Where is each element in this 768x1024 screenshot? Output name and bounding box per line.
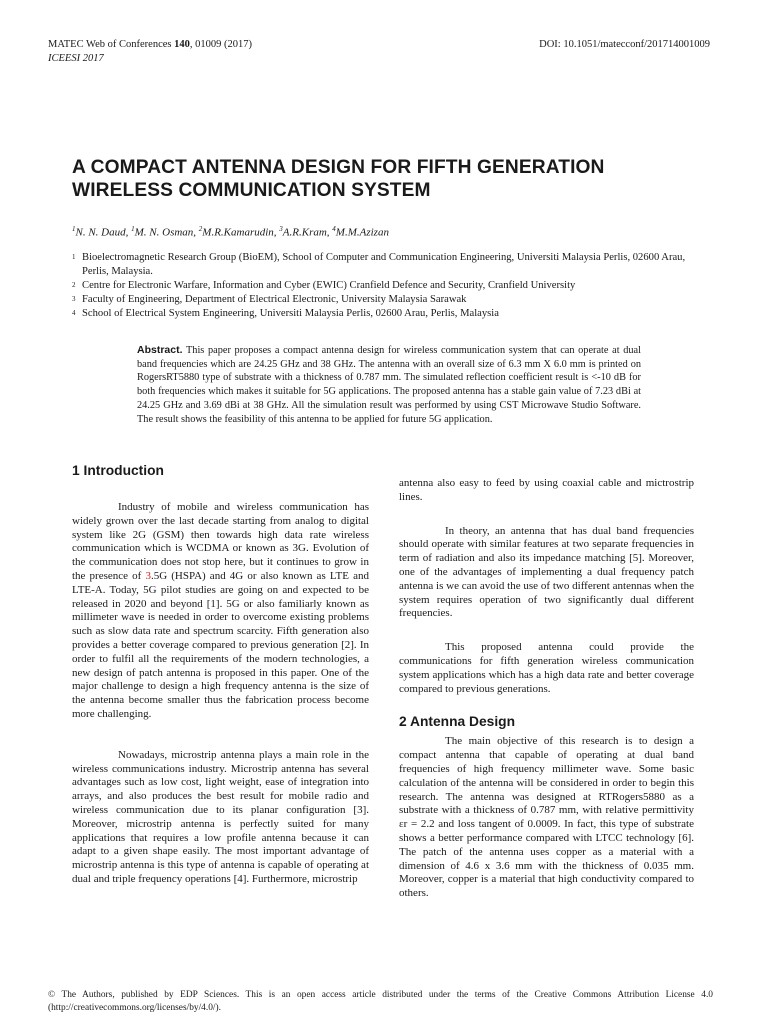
license-footer: © The Authors, published by EDP Sciences. This is an open access article distributed under the terms of the Creative Commons Attribution License 4.0 (http://creativecommons.org/licenses/by/4.0/). bbox=[48, 990, 713, 1013]
doi-link[interactable]: DOI: 10.1051/matecconf/201714001009 bbox=[539, 39, 710, 50]
author-name: N. N. Daud, bbox=[75, 226, 132, 239]
author-sup: 4 bbox=[332, 225, 336, 233]
affiliation-item bbox=[72, 307, 702, 321]
conference-name: ICEESI 2017 bbox=[48, 53, 104, 64]
intro-paragraph-3: antenna also easy to feed by using coaxial cable and mictrostrip lines. bbox=[399, 477, 694, 503]
intro-p1-text-a: Industry of mobile and wireless communication has widely grown over the last decade starting from analog to digital system like 2G (GSM) then towards high data rate wireless communication which is WCDMA or known as 3G. Evolution of the communication does not stop here, but it continues to grow in the presence of bbox=[72, 501, 369, 582]
abstract bbox=[137, 344, 641, 426]
paper-title bbox=[72, 156, 712, 202]
intro-paragraph-5: This proposed antenna could provide the communications for fifth generation wireless communication system applications which has a high data rate and better coverage compared to previous generations. bbox=[399, 641, 694, 695]
affiliation-item bbox=[72, 279, 702, 293]
affiliation-sup: 2 bbox=[72, 281, 76, 289]
running-header bbox=[48, 38, 252, 66]
author-sup: 1 bbox=[72, 225, 76, 233]
journal-issue: , 01009 (2017) bbox=[189, 39, 252, 50]
intro-paragraph-4: In theory, an antenna that has dual band frequencies should operate with similar features at two separate frequencies in term of radiation and also its impedance matching [5]. Moreover, one of the advantages of implementing a dual frequency patch antenna is we can avoid the use of two different antennas when the system requires operation of two significantly dual different frequencies. bbox=[399, 524, 694, 620]
intro-paragraph-2: Nowadays, microstrip antenna plays a main role in the wireless communications industry. Microstrip antenna has several advantages such as low cost, light weight, ease of integration into arrays, and also produces the best result for mobile radio and wireless communication due to its planar configuration [3]. Moreover, microstrip antenna is perfectly suited for many applications that requires a low profile antenna because it can adapt to a given shape easily. The most important advantage of microstrip antenna is this type of antenna is capable of operating at dual and triple frequency operations [4]. Furthermore, microstrip bbox=[72, 748, 369, 885]
right-column bbox=[399, 477, 694, 901]
title-line-2: WIRELESS COMMUNICATION SYSTEM bbox=[72, 180, 431, 201]
left-column bbox=[72, 462, 369, 887]
affiliation-item bbox=[72, 251, 702, 279]
affiliation-item bbox=[72, 293, 702, 307]
intro-p1-highlight: 3 bbox=[145, 569, 151, 582]
section-heading-introduction: 1 Introduction bbox=[72, 463, 164, 478]
author-sup: 1 bbox=[131, 225, 135, 233]
journal-name: MATEC Web of Conferences bbox=[48, 39, 172, 50]
abstract-text: This paper proposes a compact antenna design for wireless communication system that can operate at dual band frequencies which are 24.25 GHz and 38 GHz. The antenna with an overall size of 6.3 mm X 6.0 mm is printed on RogersRT5880 type of substrate with a thickness of 0.787 mm. The simulated reflection coefficient result is <-10 dB for both frequencies which makes it suitable for 5G applications. The proposed antenna has a stable gain value of 7.23 dBi at 24.25 GHz and 3.69 dBi at 38 GHz. All the simulation result was performed by using CST Microwave Studio Software. The result shows the feasibility of this antenna to be applied for future 5G application. bbox=[137, 345, 641, 425]
affiliation-sup: 3 bbox=[72, 295, 76, 303]
abstract-label: Abstract. bbox=[137, 344, 183, 356]
affiliation-text: Centre for Electronic Warfare, Information and Cyber (EWIC) Cranfield Defence and Security, Cranfield University bbox=[82, 280, 576, 291]
section-heading-antenna-design: 2 Antenna Design bbox=[399, 714, 516, 730]
affiliation-sup: 4 bbox=[72, 309, 76, 317]
author-name: M.M.Azizan bbox=[335, 226, 389, 239]
author-name: A.R.Kram, bbox=[282, 226, 333, 239]
design-paragraph-1: The main objective of this research is to design a compact antenna that capable of operating at dual band frequencies of high frequency millimeter wave. Some basic calculation of the antenna will be considered in order to begin this research. The antenna was designed at RTRogers5880 as a substrate with a thickness of 0.787 mm, with relative permittivity εr = 2.2 and loss tangent of 0.0009. In fact, this type of substrate shows a better performance compared with LTCC technology [6]. The patch of the antenna uses copper as a material with a dimension of 4.6 x 3.6 mm with the thickness of 0.035 mm. Moreover, copper is a material that high conductivity compared to others. bbox=[399, 735, 694, 900]
intro-p1-text-b: .5G (HSPA) and 4G or also known as LTE and LTE-A. Today, 5G pilot studies are going on and expected to be released in 2020 and beyond [1]. 5G or also familiarly known as millimeter wave is needed in order to overcome existing problems such as slow data rate and spectrum scarcity. Fifth generation also provides a better coverage compared to previous generation [2]. In order to fulfil all the requirements of the modern technologies, a new design of patch antenna is proposed in this paper. One of the major challenge to design a high frequency antenna is the size of the antenna become smaller thus the fabrication process become more challenging. bbox=[72, 569, 369, 720]
affiliation-sup: 1 bbox=[72, 253, 76, 261]
journal-volume: 140 bbox=[174, 39, 190, 50]
journal-citation bbox=[48, 38, 252, 52]
author-name: M. N. Osman, bbox=[134, 226, 199, 239]
affiliation-text: School of Electrical System Engineering, Universiti Malaysia Perlis, 02600 Arau, Perlis, Malaysia bbox=[82, 308, 499, 319]
author-sup: 3 bbox=[279, 225, 283, 233]
author-sup: 2 bbox=[198, 225, 203, 233]
author-list bbox=[72, 225, 389, 239]
affiliation-list bbox=[72, 251, 702, 321]
affiliation-text: Bioelectromagnetic Research Group (BioEM), School of Computer and Communication Engineering, Universiti Malaysia Perlis, 02600 Arau, Perlis, Malaysia. bbox=[82, 252, 686, 277]
affiliation-text: Faculty of Engineering, Department of Electrical Electronic, University Malaysia Sarawak bbox=[82, 294, 467, 305]
author-name: M.R.Kamarudin, bbox=[202, 226, 280, 239]
intro-paragraph-1 bbox=[72, 501, 369, 722]
title-line-1: A COMPACT ANTENNA DESIGN FOR FIFTH GENERATION bbox=[72, 157, 605, 178]
